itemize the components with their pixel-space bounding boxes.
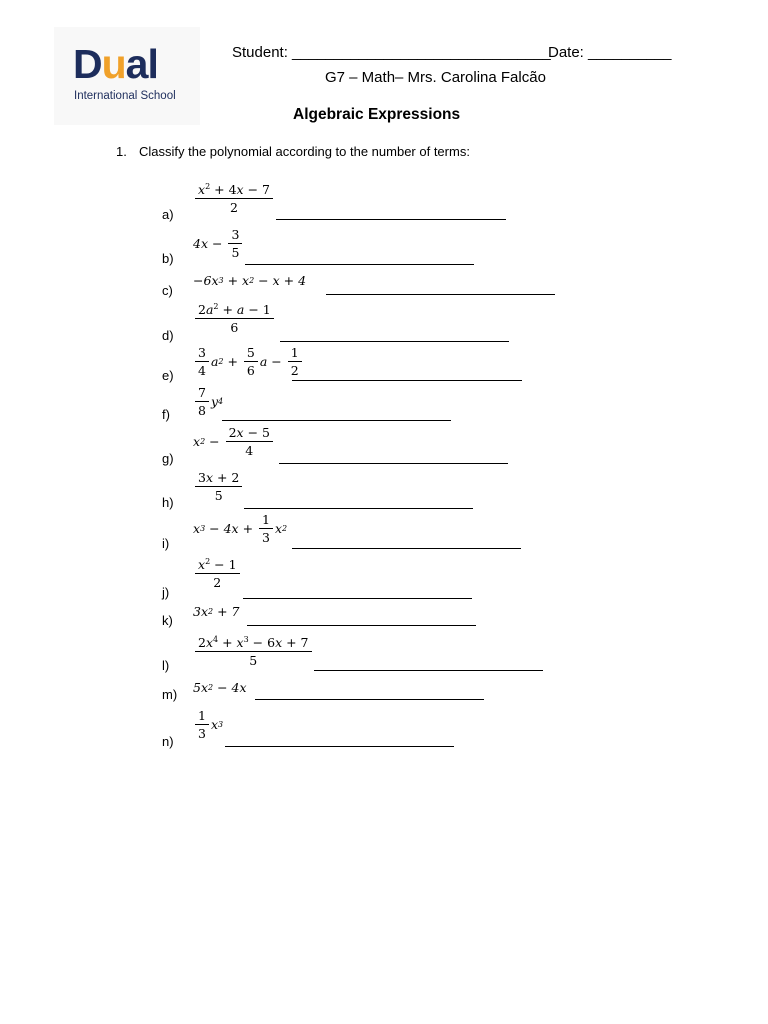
school-logo: Dual — [73, 41, 158, 87]
item-label-m: m) — [162, 687, 178, 702]
expression-f: $\frac{7}{8}$ y 4 — [193, 385, 223, 418]
item-label-e: e) — [162, 368, 174, 383]
expression-a: $\frac{x^2 + 4x - 7}{2}$ — [193, 182, 275, 215]
answer-line-f[interactable] — [222, 420, 451, 421]
expression-j: $\frac{x^2 - 1}{2}$ — [193, 557, 242, 590]
expression-c: −6 x 3 + x 2 − x + 4 — [193, 273, 307, 288]
date-field-label: Date: __________ — [548, 44, 672, 61]
item-label-k: k) — [162, 613, 173, 628]
item-label-h: h) — [162, 495, 174, 510]
item-label-j: j) — [162, 585, 170, 600]
item-label-d: d) — [162, 328, 174, 343]
item-label-n: n) — [162, 734, 174, 749]
expression-i: x 3 − 4 x + $\frac{1}{3}$ x 2 — [193, 512, 288, 545]
expression-g: x 2 − $\frac{2x - 5}{4}$ — [193, 425, 275, 458]
item-label-c: c) — [162, 283, 173, 298]
answer-line-m[interactable] — [255, 699, 484, 700]
answer-line-i[interactable] — [292, 548, 521, 549]
question-text: Classify the polynomial according to the number of terms: — [139, 144, 470, 159]
expression-b: 4 x − $\frac{3}{5}$ — [193, 227, 244, 260]
class-subtitle: G7 – Math– Mrs. Carolina Falcão — [325, 69, 546, 86]
answer-line-k[interactable] — [247, 625, 476, 626]
student-field-label: Student: _______________________________ — [232, 44, 551, 61]
logo-subtitle: International School — [74, 90, 176, 102]
answer-line-e[interactable] — [292, 380, 522, 381]
question-1 — [116, 144, 470, 159]
item-label-l: l) — [162, 658, 170, 673]
expression-d: $\frac{2a^2 + a - 1}{6}$ — [193, 302, 276, 335]
answer-line-l[interactable] — [314, 670, 543, 671]
answer-line-d[interactable] — [280, 341, 509, 342]
answer-line-c[interactable] — [326, 294, 555, 295]
expression-k: 3 x 2 + 7 — [193, 604, 240, 619]
answer-line-j[interactable] — [243, 598, 472, 599]
answer-line-h[interactable] — [244, 508, 473, 509]
expression-m: 5 x 2 − 4 x — [193, 680, 247, 695]
item-label-g: g) — [162, 451, 174, 466]
expression-h: $\frac{3x + 2}{5}$ — [193, 470, 244, 503]
expression-n: $\frac{1}{3}$ x 3 — [193, 708, 223, 741]
expression-e: $\frac{3}{4}$ a 2 + $\frac{5}{6}$ a − $\frac{1}{2}$ — [193, 345, 304, 378]
answer-line-b[interactable] — [245, 264, 474, 265]
page-title: Algebraic Expressions — [293, 106, 461, 123]
item-label-b: b) — [162, 251, 174, 266]
answer-line-g[interactable] — [279, 463, 508, 464]
item-label-a: a) — [162, 207, 174, 222]
answer-line-n[interactable] — [225, 746, 454, 747]
question-number: 1. — [116, 144, 127, 159]
expression-l: $\frac{2x^4 + x^3 - 6x + 7}{5}$ — [193, 635, 314, 668]
answer-line-a[interactable] — [276, 219, 506, 220]
item-label-i: i) — [162, 536, 170, 551]
item-label-f: f) — [162, 407, 170, 422]
